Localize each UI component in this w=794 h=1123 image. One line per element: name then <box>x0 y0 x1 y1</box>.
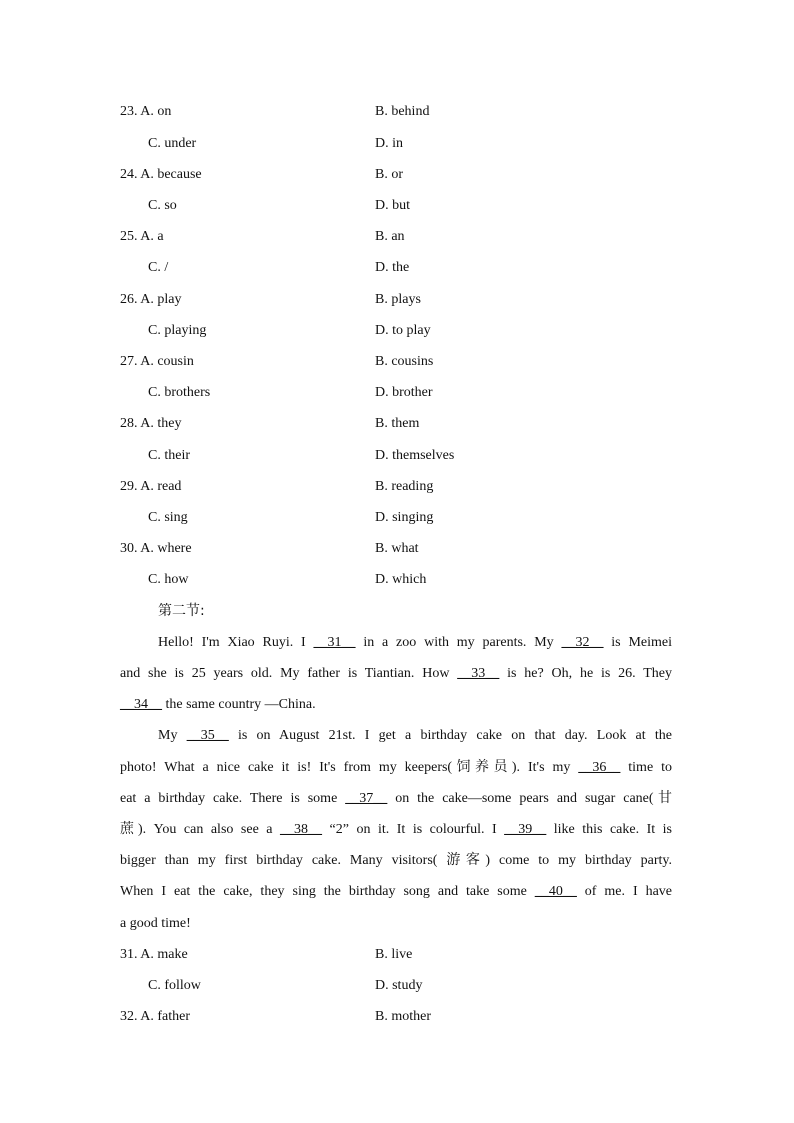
passage-text: is Meimei <box>603 635 672 650</box>
option-d: D. singing <box>375 510 434 525</box>
option-d: D. but <box>375 198 410 213</box>
blank-32: __32__ <box>561 635 604 650</box>
passage-text: a good time! <box>120 916 191 931</box>
passage-line <box>158 727 672 745</box>
blank-39: __39__ <box>504 822 547 837</box>
option-c: C. / <box>148 260 169 275</box>
blank-33: __33__ <box>457 666 500 681</box>
blank-31: __31__ <box>313 635 356 650</box>
passage-text: My <box>158 728 187 743</box>
passage-text: bigger than my first birthday cake. Many visitors( 游客) come to my birthday party. <box>120 853 672 868</box>
passage-text: photo! What a nice cake it is! It's from my keepers(饲养员). It's my <box>120 760 579 775</box>
passage-text: the same country —China. <box>162 697 316 712</box>
option-d: D. brother <box>375 385 433 400</box>
option-b: B. reading <box>375 479 434 494</box>
option-b: B. live <box>375 947 413 962</box>
option-b: B. cousins <box>375 354 434 369</box>
option-a: 31. A. make <box>120 947 188 962</box>
blank-34: __34__ <box>120 697 162 712</box>
option-b: B. mother <box>375 1009 431 1024</box>
passage-line <box>158 634 672 652</box>
option-c: C. brothers <box>148 385 211 400</box>
option-b: B. an <box>375 229 405 244</box>
option-d: D. to play <box>375 323 431 338</box>
blank-35: __35__ <box>186 728 229 743</box>
passage-line <box>120 790 672 808</box>
option-c: C. their <box>148 448 190 463</box>
passage-text: time to <box>620 760 672 775</box>
passage-text: eat a birthday cake. There is some <box>120 791 346 806</box>
option-a: 30. A. where <box>120 541 192 556</box>
passage-text: 蔗). You can also see a <box>120 822 281 837</box>
passage-line <box>120 852 672 870</box>
option-c: C. follow <box>148 978 201 993</box>
passage-line <box>120 883 672 901</box>
option-a: 23. A. on <box>120 104 172 119</box>
option-a: 27. A. cousin <box>120 354 194 369</box>
blank-40: __40__ <box>534 884 577 899</box>
option-b: B. or <box>375 167 403 182</box>
option-b: B. what <box>375 541 419 556</box>
option-a: 25. A. a <box>120 229 164 244</box>
option-d: D. study <box>375 978 423 993</box>
passage-text: is he? Oh, he is 26. They <box>499 666 672 681</box>
option-a: 32. A. father <box>120 1009 190 1024</box>
option-a: 24. A. because <box>120 167 202 182</box>
option-b: B. behind <box>375 104 430 119</box>
option-a: 26. A. play <box>120 292 182 307</box>
option-c: C. so <box>148 198 177 213</box>
passage-line <box>120 821 672 839</box>
option-a: 28. A. they <box>120 416 182 431</box>
passage-line <box>120 759 672 777</box>
blank-36: __36__ <box>578 760 621 775</box>
option-d: D. which <box>375 572 427 587</box>
option-b: B. plays <box>375 292 421 307</box>
passage-text: When I eat the cake, they sing the birthday song and take some <box>120 884 535 899</box>
option-a: 29. A. read <box>120 479 182 494</box>
passage-text: “2” on it. It is colourful. I <box>322 822 505 837</box>
passage-text: on the cake—some pears and sugar cane(甘 <box>387 791 673 806</box>
passage-text: Hello! I'm Xiao Ruyi. I <box>158 635 314 650</box>
blank-38: __38__ <box>280 822 323 837</box>
option-c: C. how <box>148 572 189 587</box>
passage-line <box>120 665 672 683</box>
blank-37: __37__ <box>345 791 388 806</box>
option-c: C. sing <box>148 510 188 525</box>
option-d: D. themselves <box>375 448 455 463</box>
option-c: C. under <box>148 136 197 151</box>
passage-text: in a zoo with my parents. My <box>355 635 562 650</box>
passage-line <box>120 915 672 933</box>
option-d: D. in <box>375 136 403 151</box>
option-c: C. playing <box>148 323 207 338</box>
passage-line <box>120 696 672 714</box>
passage-text: and she is 25 years old. My father is Tiantian. How <box>120 666 458 681</box>
passage-text: like this cake. It is <box>546 822 672 837</box>
passage-text: is on August 21st. I get a birthday cake on that day. Look at the <box>228 728 673 743</box>
option-d: D. the <box>375 260 410 275</box>
section-title: 第二节: <box>158 603 205 619</box>
option-b: B. them <box>375 416 420 431</box>
passage-text: of me. I have <box>576 884 672 899</box>
